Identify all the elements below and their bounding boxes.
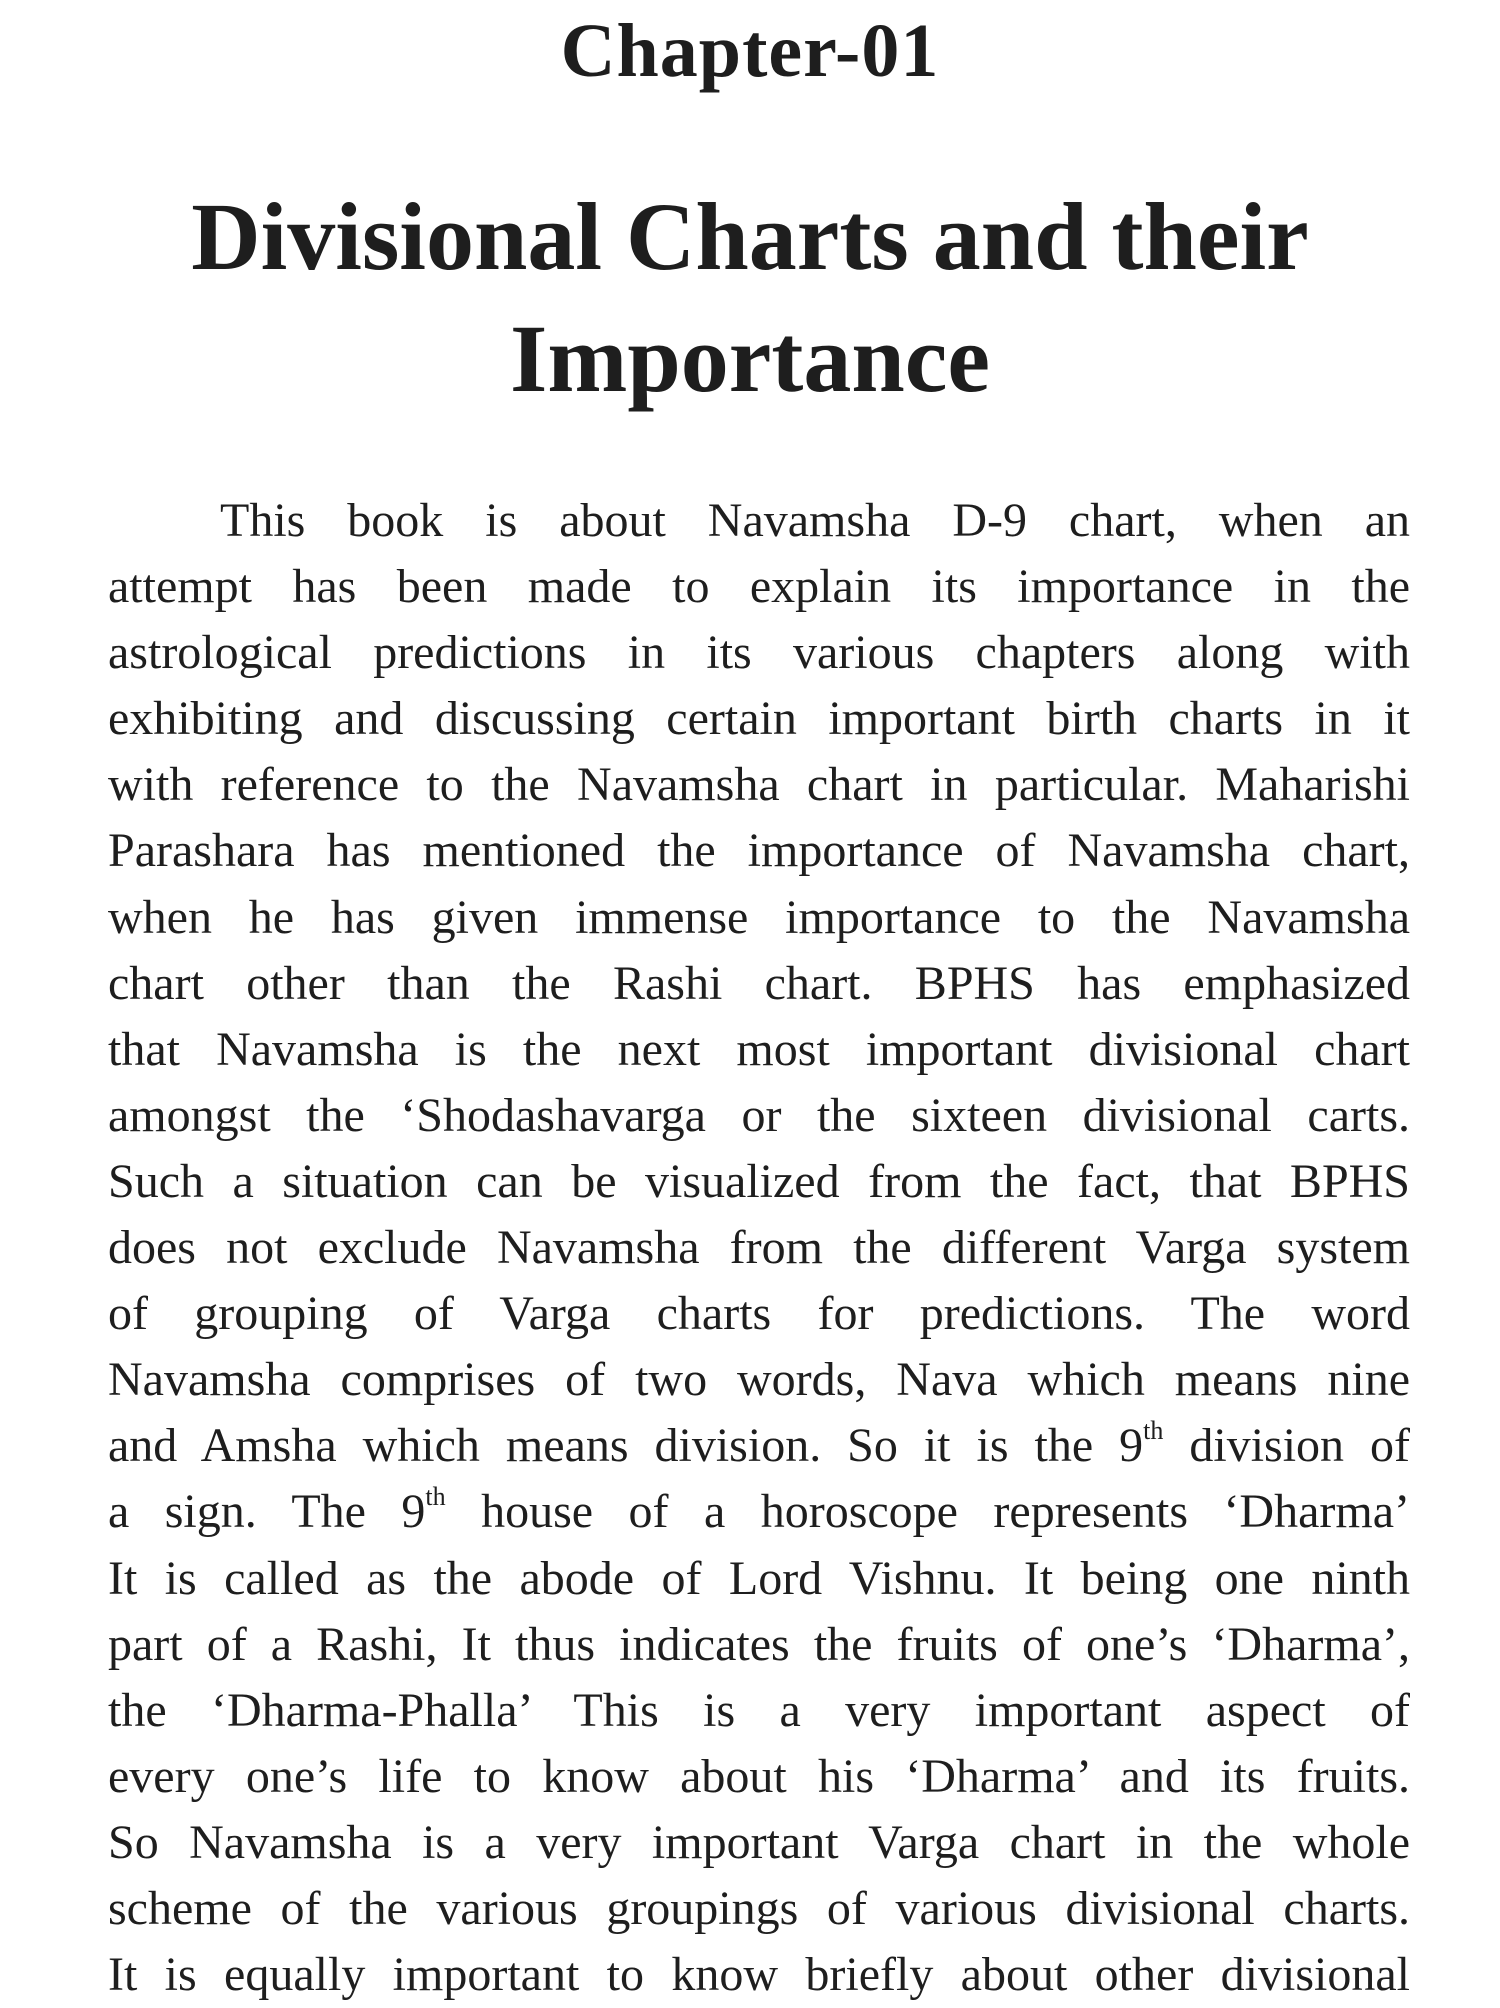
text-line [108,1479,1410,1545]
text-line: every one’s life to know about his ‘Dharma’ and its fruits. [108,1749,1410,1803]
chapter-title-line: Divisional Charts and their [191,183,1309,290]
text-line: Navamsha comprises of two words, Nava which means nine [108,1353,1410,1407]
text-line: of grouping of Varga charts for predictions. The word [108,1287,1410,1341]
text-line: the ‘Dharma-Phalla’ This is a very important aspect of [108,1683,1410,1737]
body-paragraph [108,488,1410,2008]
text-line: amongst the ‘Shodashavarga or the sixteen divisional carts. [108,1088,1410,1142]
chapter-label: Chapter-01 [560,9,940,93]
chapter-title-line: Importance [510,305,990,412]
text-line: does not exclude Navamsha from the different Varga system [108,1221,1410,1275]
text-line: chart other than the Rashi chart. BPHS has emphasized [108,956,1410,1010]
text-line: with reference to the Navamsha chart in particular. Maharishi [108,758,1410,812]
text-line: It is equally important to know briefly about other divisional [108,1948,1410,2002]
text-line: when he has given immense importance to the Navamsha [108,890,1410,944]
chapter-title [0,176,1500,420]
text-line: that Navamsha is the next most important divisional chart [108,1022,1410,1076]
text-segment: a sign. The 9 [108,1485,426,1539]
text-line: part of a Rashi, It thus indicates the fruits of one’s ‘Dharma’, [108,1617,1410,1671]
text-line: This book is about Navamsha D-9 chart, when an [220,494,1410,547]
text-line: Such a situation can be visualized from the fact, that BPHS [108,1154,1410,1208]
text-line: Parashara has mentioned the importance of Navamsha chart, [108,824,1410,878]
text-line: scheme of the various groupings of various divisional charts. [108,1881,1410,1935]
text-line: attempt has been made to explain its importance in the [108,560,1410,614]
text-line: exhibiting and discussing certain important birth charts in it [108,692,1410,746]
text-line [108,1413,1410,1479]
text-segment: division of [1163,1419,1410,1473]
text-segment: and Amsha which means division. So it is the 9 [108,1419,1144,1473]
text-line: astrological predictions in its various chapters along with [108,626,1410,680]
text-line: So Navamsha is a very important Varga chart in the whole [108,1815,1410,1869]
text-segment: house of a horoscope represents ‘Dharma’ [445,1485,1410,1539]
text-line: It is called as the abode of Lord Vishnu. It being one ninth [108,1551,1410,1605]
ordinal-superscript: th [425,1482,446,1512]
ordinal-superscript: th [1143,1416,1164,1446]
